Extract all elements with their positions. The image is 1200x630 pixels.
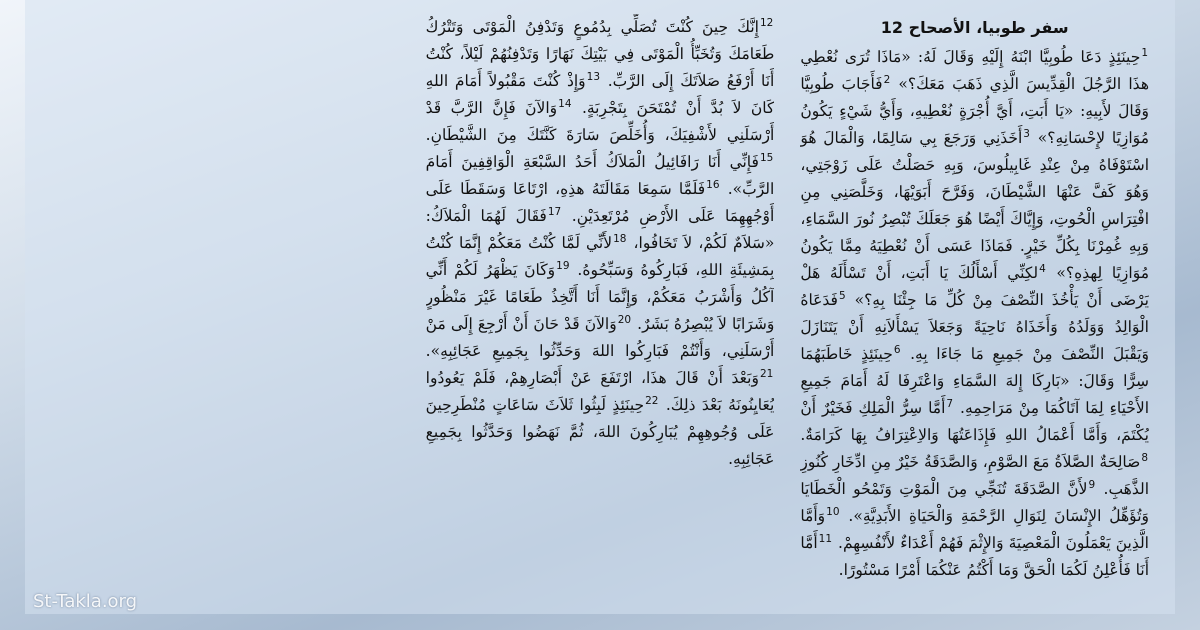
verse-text: أَمَّا سِرُّ الْمَلِكِ فَخَيْرٌ أَنْ يُكْتَمَ، وَأَمَّا أَعْمَالُ اللهِ فَإِذَاعَتُهَا وَالاِعْتِرَافُ بِهَا كَرَامَةٌ. bbox=[800, 399, 1149, 444]
verse-number: 7 bbox=[946, 397, 954, 410]
verse-number: 22 bbox=[645, 394, 659, 407]
chapter-page bbox=[25, 0, 1175, 614]
verse-text: وَالآنَ قَدْ حَانَ أَنْ أَرْجِعَ إِلَى مَنْ أَرْسَلَنِي، وَأَنْتُمْ فَبَارِكُوا اللهَ وَحَدِّثُوا بِجَمِيعِ عَجَائِبِهِ». bbox=[425, 315, 775, 360]
column-middle bbox=[426, 14, 775, 608]
verse-text: أَخَذَنِي وَرَجَعَ بِي سَالِمًا، وَالْمَالَ هُوَ اسْتَوْفَاهُ مِنْ عِنْدِ غَابِيلُوسَ، وَبِهِ حَصَلْتُ عَلَى زَوْجَتِي، وَهُوَ كَفَّ عَنْهَا الشَّيْطَانَ، وَفَرَّحَ أَبَوَيْهَا، وَخَلَّصَنِي مِنِ افْتِرَاسِ الْحُوتِ، وَإِيَّاكَ أَيْضًا هُوَ جَعَلَكَ تُبْصِرُ نُورَ السَّمَاءِ، وَبِهِ غُمِرْنَا بِكُلِّ خَيْرٍ. فَمَاذَا عَسَى أَنْ نُعْطِيَهُ مِمَّا يَكُونُ مُوَازِيًا لِهذِهِ؟» bbox=[800, 129, 1149, 282]
verse-text: صَالِحَةٌ الصَّلاَةُ مَعَ الصَّوْمِ، وَالصَّدَقَةُ خَيْرٌ مِنِ ادِّخَارِ كُنُوزِ الذَّهَبِ. bbox=[800, 453, 1149, 498]
site-watermark: St-Takla.org bbox=[33, 591, 138, 612]
verse-number: 13 bbox=[586, 70, 601, 83]
verse bbox=[800, 129, 1149, 282]
verse-number: 3 bbox=[1023, 127, 1030, 140]
verse-number: 8 bbox=[1141, 451, 1148, 464]
verse-text: فَأَجَابَ طُوبِيَّا وَقَالَ لأَبِيهِ: «يَا أَبَتِ، أَيَّ أُجْرَةٍ نُعْطِيهِ، وَأَيُّ شَيْءٍ يَكُونُ مُوَازِيًا لإِحْسَانِهِ؟» bbox=[800, 75, 1149, 147]
chapter-text bbox=[800, 44, 1149, 584]
column-right bbox=[800, 14, 1149, 608]
verse-text: فَدَعَاهُ الْوَالِدُ وَوَلَدُهُ وَأَخَذَاهُ نَاحِيَةً وَجَعَلاَ يَسْأَلاَنِهِ أَنْ يَتَنَازَلَ وَيَقْبَلَ النِّصْفَ مِنْ جَمِيعِ مَا جَاءَا بِهِ. bbox=[800, 291, 1149, 363]
verse-text: حِينَئِذٍ دَعَا طُوبِيَّا ابْنَهُ إِلَيْهِ وَقَالَ لَهُ: «مَاذَا تُرَى نُعْطِي هذَا الرَّجُلَ الْقِدِّيسَ الَّذِي ذَهَبَ مَعَكَ؟» bbox=[800, 48, 1149, 93]
text-columns bbox=[51, 14, 1149, 608]
verse-text: أَمَّا أَنَا فَأُعْلِنُ لَكُمَا الْحَقَّ وَمَا أَكْتُمُ عَنْكُمَا أَمْرًا مَسْتُورًا. bbox=[800, 534, 1149, 579]
verse-text: وَإِذْ كُنْتَ مَقْبُولاً أَمَامَ اللهِ كَانَ لاَ بُدَّ أَنْ تُمْتَحَنَ بِتَجْرِبَةٍ. bbox=[425, 72, 775, 117]
verse-number: 18 bbox=[613, 232, 627, 245]
verse-text: وَبَعْدَ أَنْ قَالَ هذَا، ارْتَفَعَ عَنْ أَبْصَارِهِمْ، فَلَمْ يَعُودُوا يُعَايِنُونَهُ بَعْدَ ذلِكَ. bbox=[425, 369, 775, 414]
verse-number: 4 bbox=[1039, 262, 1046, 275]
verse-text: وَالآنَ فَإِنَّ الرَّبَّ قَدْ أَرْسَلَنِي لأَشْفِيَكَ، وَأُخَلِّصَ سَارَةَ كَنَّتَكَ مِنَ الشَّيْطَانِ. bbox=[425, 99, 775, 144]
column-left bbox=[51, 14, 400, 608]
verse-number: 11 bbox=[818, 532, 833, 545]
verse-text: فَإِنِّي أَنَا رَافَائِيلُ الْمَلاَكُ أَحَدُ السَّبْعَةِ الْوَاقِفِينَ أَمَامَ الرَّبِّ». bbox=[425, 153, 775, 198]
verse-text: حِينَئِذٍ لَبِثُوا ثَلاَثَ سَاعَاتٍ مُنْطَرِحِينَ عَلَى وُجُوهِهِمْ يُبَارِكُونَ اللهَ، ثُمَّ نَهَضُوا وَحَدَّثُوا بِجَمِيعِ عَجَائِبِهِ. bbox=[425, 396, 775, 468]
verse-text: فَقَالَ لَهُمَا الْمَلاَكُ: «سَلاَمٌ لَكُمْ، لاَ تَخَافُوا، bbox=[425, 207, 775, 252]
verse-number: 20 bbox=[617, 313, 632, 326]
verse-number: 16 bbox=[706, 178, 720, 191]
verse-text: وَأَمَّا الَّذِينَ يَعْمَلُونَ الْمَعْصِيَةَ وَالإِثْمَ فَهُمْ أَعْدَاءٌ لأَنْفُسِهِمْ. bbox=[800, 507, 1149, 552]
verse-number: 19 bbox=[556, 259, 570, 272]
verse-number: 2 bbox=[883, 73, 891, 86]
verse-text: إِنَّكَ حِينَ كُنْتَ تُصَلِّي بِدُمُوعٍ وَتَدْفِنُ الْمَوْتَى وَتَتْرُكُ طَعَامَكَ وَتُخَبِّأُ الْمَوْتَى فِي بَيْتِكَ نَهَارًا وَتَدْفِنُهُمْ لَيْلاً، كُنْتُ أَنَا أَرْفَعُ صَلاَتَكَ إِلَى الرَّبِّ. bbox=[425, 18, 775, 90]
verse-text: فَلَمَّا سَمِعَا مَقَالَتَهُ هذِهِ، ارْتَاعَا وَسَقَطَا عَلَى أَوْجُهِهِمَا عَلَى الأَرْضِ مُرْتَعِدَيْنِ. bbox=[425, 180, 775, 225]
verse-number: 9 bbox=[1088, 478, 1096, 491]
verse-number: 17 bbox=[547, 205, 562, 218]
verse-number: 6 bbox=[893, 343, 901, 356]
verse-number: 15 bbox=[759, 151, 774, 164]
verse-number: 14 bbox=[558, 97, 572, 110]
verse-text: وَكَانَ يَظْهَرُ لَكُمْ أَنِّي آكُلُ وَأَشْرَبُ مَعَكُمْ، وَإِنَّمَا أَنَا أَتَّخِذُ طَعَامًا غَيْرَ مَنْظُورٍ وَشَرَابًا لاَ يُبْصِرُهُ بَشَرٌ. bbox=[425, 261, 775, 333]
verse-text: لأَنَّ الصَّدَقَةَ تُنَجِّي مِنَ الْمَوْتِ وَتَمْحُو الْخَطَايَا وَتُؤَهِّلُ الإِنْسَانَ لِنَوَالِ الرَّحْمَةِ وَالْحَيَاةِ الأَبَدِيَّةِ». bbox=[800, 480, 1149, 525]
verse-number: 21 bbox=[759, 367, 774, 380]
verse-text: لكِنِّي أَسْأَلُكَ يَا أَبَتِ، أَنْ تَسْأَلَهُ هَلْ يَرْضَى أَنْ يَأْخُذَ النِّصْفَ مِنْ كُلِّ مَا جِئْنَا بِهِ؟» bbox=[800, 264, 1149, 309]
verse-text: لأَنِّي لَمَّا كُنْتُ مَعَكُمْ إِنَّمَا كُنْتُ بِمَشِيئَةِ اللهِ، فَبَارِكُوهُ وَسَبِّحُوهُ. bbox=[425, 234, 775, 279]
verse-number: 12 bbox=[759, 16, 774, 29]
verse-number: 10 bbox=[826, 505, 840, 518]
verse-number: 5 bbox=[838, 289, 846, 302]
chapter-title: سفر طوبيا، الأصحاح 12 bbox=[880, 18, 1069, 37]
verse-number: 1 bbox=[1141, 46, 1148, 59]
verse-text: حِينَئِذٍ خَاطَبَهُمَا سِرًّا وَقَالَ: «بَارِكَا إِلهَ السَّمَاءِ وَاعْتَرِفَا لَهُ أَمَامَ جَمِيعِ الأَحْيَاءِ لِمَا آتَاكُمَا مِنْ مَرَاحِمِهِ. bbox=[800, 345, 1149, 417]
